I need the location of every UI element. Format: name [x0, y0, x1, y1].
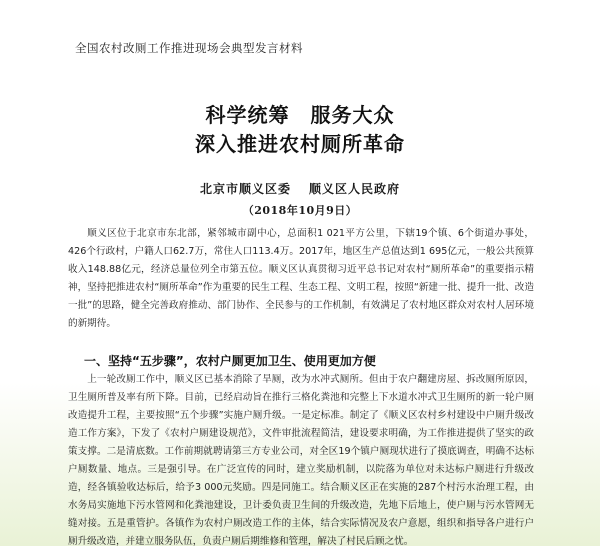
section-heading-1: 一、坚持“五步骤”，农村户厕更加卫生、使用更加方便	[84, 354, 376, 368]
section-1-paragraph: 上一轮改厕工作中，顺义区已基本消除了旱厕，改为水冲式厕所。但由于农户翻建房屋、拆改厕所原因，卫生厕所普及率有所下降。目前，已经启动旨在推行三格化粪池和完整上下水道水冲式卫生厕所的新一轮户厕改造提升工程，主要按照“五个步骤”实施户厕升级。一是定标准。制定了《顺义区农村乡村建设中户厕升级改造工作方案》，下发了《农村户厕建设规范》，文件审批流程简洁，建设要求明确，为工作推进提供了坚实的政策支撑。二是清底数。工作前期就聘请第三方专业公司，对全区19个镇户厕现状进行了摸底调查，明确不达标户厕数量、地点。三是强引导。在广泛宣传的同时，建立奖励机制，以院落为单位对未达标户厕进行升级改造，经各镇验收达标后，给予3 000元奖励。四是同施工。结合顺义区正在实施的287个村污水治理工程，由水务局实施地下污水管网和化粪池建设，卫计委负责卫生间的升级改造，先地下后地上，使户厕与污水管网无缝对接。五是重管护。各镇作为农村户厕改造工作的主体，结合实际情况及农户意愿，组织和指导各户进行户厕升级改造，并建立服务队伍，负责户厕后期维修和管理，解决了村民后顾之忧。	[68, 374, 534, 547]
document-title-line-1: 科学统筹 服务大众	[205, 103, 395, 127]
document-date: （2018年10月9日）	[242, 204, 358, 217]
author-organizations	[0, 180, 600, 197]
document-title-line-2: 深入推进农村厕所革命	[195, 132, 405, 156]
intro-paragraph: 顺义区位于北京市东北部，紧邻城市副中心，总面积1 021平方公里，下辖19个镇、6个街道办事处，426个行政村，户籍人口62.7万，常住人口113.4万。2017年，地区生产总值达到1 695亿元，一般公共预算收入148.88亿元，经济总量位列全市第五位。顺义区认真贯彻习近平总书记对农村“厕所革命”的重要指示精神，坚持把推进农村“厕所革命”作为重要的民生工程、生态工程、文明工程，按照“新建一批、提升一批、改造一批”的思路，健全完善政府推动、部门协作、全民参与的工作机制，有效满足了农村地区群众对农村人居环境的新期待。	[68, 228, 534, 329]
author-org-district-committee: 北京市顺义区委	[199, 182, 291, 196]
document-series-caption: 全国农村改厕工作推进现场会典型发言材料	[75, 41, 303, 55]
author-org-district-government: 顺义区人民政府	[309, 182, 401, 196]
